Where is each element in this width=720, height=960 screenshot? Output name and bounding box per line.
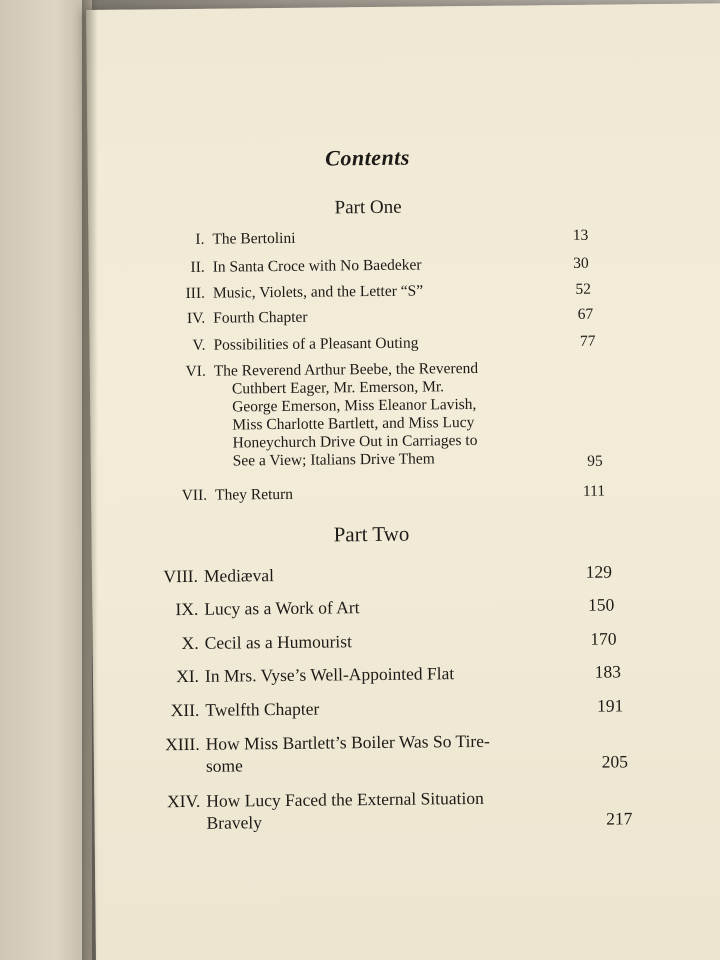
toc-entry xyxy=(91,480,720,505)
chapter-number: XII. xyxy=(170,699,200,721)
toc-entry xyxy=(89,330,720,354)
chapter-title: They Return xyxy=(214,485,294,504)
chapter-page: 77 xyxy=(579,332,596,350)
chapter-page: 150 xyxy=(587,594,615,615)
chapter-page: 13 xyxy=(572,226,589,244)
chapter-title: In Santa Croce with No Baedeker xyxy=(212,256,422,276)
chapter-number: IX. xyxy=(175,598,199,620)
toc-entry xyxy=(94,727,720,776)
toc-entry xyxy=(92,592,720,620)
chapter-page: 52 xyxy=(575,280,592,298)
chapter-title-line: See a View; Italians Drive Them xyxy=(232,450,435,470)
chapter-title: Twelfth Chapter xyxy=(205,698,320,720)
left-page xyxy=(0,0,92,960)
chapter-page: 67 xyxy=(577,305,594,323)
chapter-title: Cecil as a Humourist xyxy=(204,631,352,653)
chapter-number: XI. xyxy=(176,665,200,687)
chapter-title: Possibilities of a Pleasant Outing xyxy=(213,334,419,354)
toc-entry xyxy=(93,626,720,654)
chapter-title-line: Miss Charlotte Bartlett, and Miss Lucy xyxy=(232,413,475,434)
chapter-number: VII. xyxy=(181,486,208,505)
chapter-title-line: some xyxy=(205,755,243,776)
contents-title: Contents xyxy=(325,144,411,171)
book-gutter-shadow xyxy=(82,0,98,960)
book-page xyxy=(86,3,720,960)
chapter-title: Lucy as a Work of Art xyxy=(204,597,360,619)
toc-entry xyxy=(94,784,720,833)
chapter-title: In Mrs. Vyse’s Well-Appointed Flat xyxy=(204,663,455,686)
chapter-page: 191 xyxy=(596,695,624,716)
chapter-title: The Bertolini xyxy=(212,229,296,248)
chapter-number: XIII. xyxy=(165,733,200,755)
chapter-page: 111 xyxy=(582,482,606,500)
toc-entry xyxy=(89,303,720,327)
chapter-number: VI. xyxy=(185,362,206,380)
chapter-number: VIII. xyxy=(163,565,199,587)
chapter-title: Fourth Chapter xyxy=(213,308,308,327)
chapter-title: Mediæval xyxy=(203,565,275,586)
chapter-number: IV. xyxy=(186,309,206,327)
chapter-number: XIV. xyxy=(166,790,201,812)
chapter-page: 30 xyxy=(573,254,589,272)
chapter-page: 217 xyxy=(606,808,633,829)
chapter-title-line: Honeychurch Drive Out in Carriages to xyxy=(232,431,478,452)
toc-entry xyxy=(93,659,720,687)
chapter-page: 205 xyxy=(601,751,629,772)
part-one-heading: Part One xyxy=(334,196,402,219)
chapter-page: 129 xyxy=(585,561,613,582)
toc-entry xyxy=(89,252,720,276)
chapter-number: X. xyxy=(181,632,199,654)
chapter-page: 95 xyxy=(587,452,603,470)
chapter-title-line: George Emerson, Miss Eleanor Lavish, xyxy=(232,395,477,416)
chapter-title-line: How Lucy Faced the External Situation xyxy=(206,787,484,811)
chapter-number: I. xyxy=(195,230,205,248)
chapter-title-line: Cuthbert Eager, Mr. Emerson, Mr. xyxy=(231,378,445,398)
chapter-number: III. xyxy=(185,284,206,302)
toc-entry xyxy=(89,278,720,302)
chapter-title-line: How Miss Bartlett’s Boiler Was So Tire- xyxy=(205,730,490,754)
table-of-contents xyxy=(86,3,720,960)
chapter-number: V. xyxy=(192,336,206,354)
toc-entry xyxy=(90,356,720,470)
toc-entry xyxy=(93,693,720,721)
toc-entry xyxy=(92,559,720,587)
chapter-number: II. xyxy=(190,258,205,276)
chapter-title-line: The Reverend Arthur Beebe, the Reverend xyxy=(213,359,479,380)
toc-entry xyxy=(88,224,720,248)
chapter-title: Music, Violets, and the Letter “S” xyxy=(212,282,424,302)
chapter-title-line: Bravely xyxy=(206,812,263,833)
chapter-page: 170 xyxy=(590,628,617,649)
part-two-heading: Part Two xyxy=(333,521,410,547)
chapter-page: 183 xyxy=(594,661,622,682)
